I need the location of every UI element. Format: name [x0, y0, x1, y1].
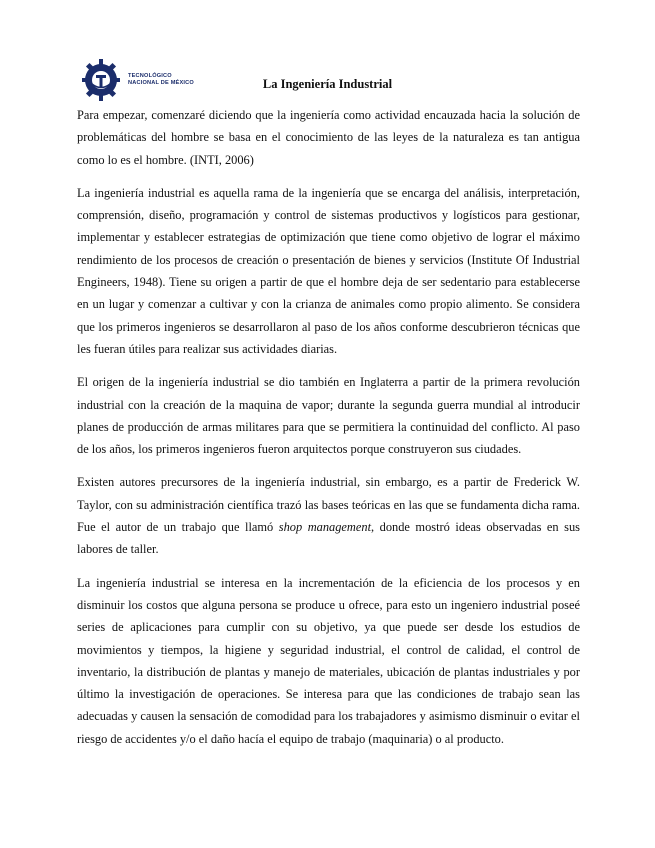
logo-line-2: NACIONAL DE MÉXICO: [128, 80, 194, 86]
logo-line-1: TECNOLÓGICO: [128, 73, 172, 79]
paragraph-4-end: , donde mostró ideas observadas en sus labores de taller.: [77, 520, 580, 557]
paragraph-3: El origen de la ingeniería industrial se dio también en Inglaterra a partir de la primera revolución industrial con la creación de la maquina de vapor; durante la segunda guerra mundial al introducir planes de producción de armas militares para que se permitiera la continuidad del conflicto. Al paso de los años, los primeros ingenieros fueron arquitectos porque construyeron sus ciudades.: [77, 375, 580, 457]
paragraph-2: La ingeniería industrial es aquella rama de la ingeniería que se encarga del análisis, interpretación, comprensión, diseño, programación y control de sistemas productivos y logísticos para gestionar, implementar y establecer estrategias de optimización que tiene como objetivo de lograr el máximo rendimiento de los procesos de creación o presentación de bienes y servicios (Institute Of Industrial Engineers, 1948). Tiene su origen a partir de que el hombre deja de ser sedentario para establecerse en un lugar y comenzar a cultivar y con la crianza de animales como propio alimento. Se considera que los primeros ingenieros se desarrollaron al paso de los años conforme descubrieron técnicas que les fueran útiles para realizar sus actividades diarias.: [77, 185, 580, 356]
paragraph-4-start: Existen autores precursores de la ingeniería industrial, sin embargo, es a partir de Frederick W. Taylor, con su administración científica trazó las bases teóricas en las que se fundamenta dicha rama. Fue el autor de un trabajo que llamó: [77, 475, 580, 535]
document-title: La Ingeniería Industrial: [262, 77, 393, 91]
paragraph-4: [77, 471, 580, 560]
paragraph-1: Para empezar, comenzaré diciendo que la ingeniería como actividad encauzada hacia la solución de problemáticas del hombre se basa en el conocimiento de las leyes de la naturaleza es tan antigua como lo es el hombre. (INTI, 2006): [77, 108, 580, 167]
paragraph-5: La ingeniería industrial se interesa en la incrementación de la eficiencia de los procesos y en disminuir los costos que alguna persona se produce u ofrece, para esto un ingeniero industrial poseé series de aplicaciones para cumplir con su objetivo, ya que puede ser desde los estudios de movimientos y tiempos, la higiene y seguridad industrial, el control de calidad, el control de inventario, la distribución de plantas y manejo de materiales, ubicación de plantas industriales y por último la investigación de operaciones. Se interesa para que las condiciones de trabajo sean las adecuadas y causen la sensación de comodidad para los trabajadores y asimismo disminuir o evitar el riesgo de accidentes y/o el daño hacía el equipo de trabajo (maquinaria) o al producto.: [77, 575, 580, 746]
document-body: [77, 104, 580, 761]
paragraph-4-italic: shop management: [278, 520, 372, 535]
